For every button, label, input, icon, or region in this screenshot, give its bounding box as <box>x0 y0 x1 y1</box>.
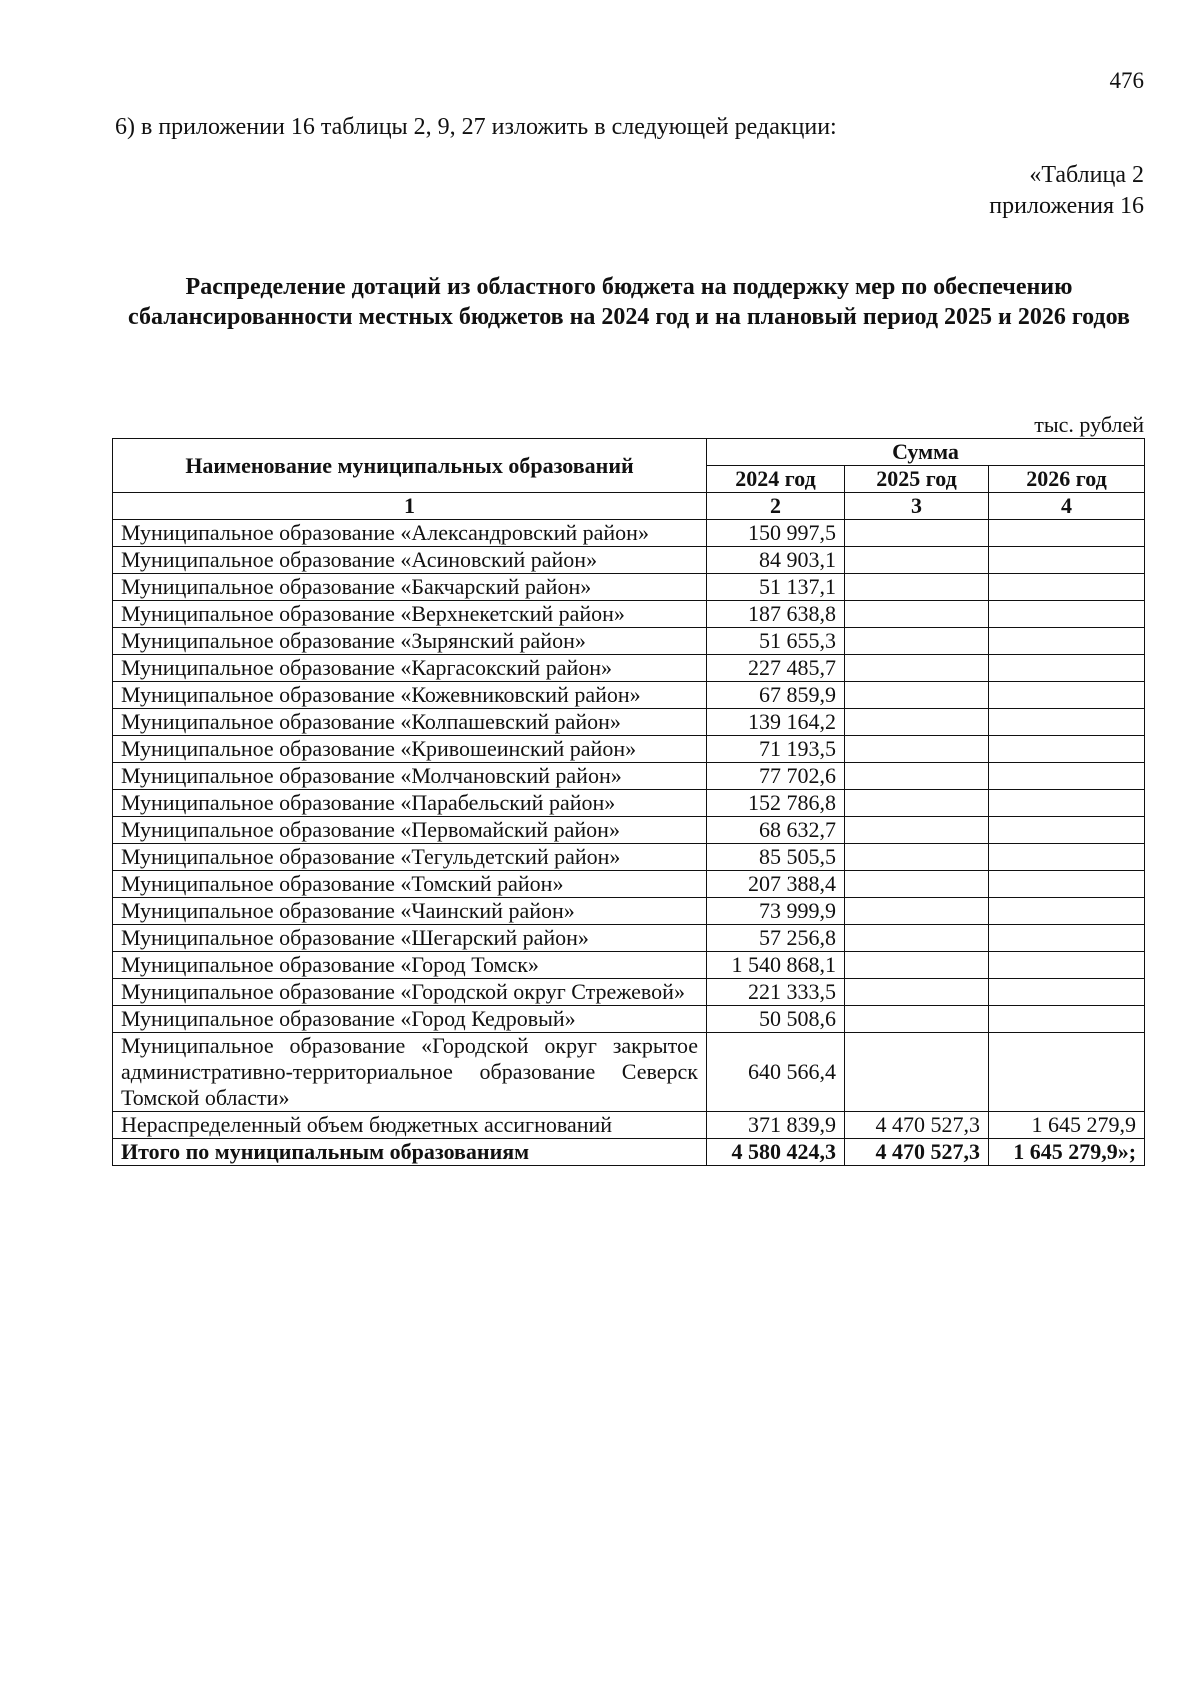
row-value-2026 <box>989 682 1145 709</box>
row-name: Муниципальное образование «Каргасокский район» <box>113 655 707 682</box>
row-value-2026 <box>989 520 1145 547</box>
row-value-2025 <box>845 736 989 763</box>
row-value-2024: 77 702,6 <box>707 763 845 790</box>
row-name: Муниципальное образование «Зырянский район» <box>113 628 707 655</box>
row-value-2024: 50 508,6 <box>707 1006 845 1033</box>
row-name: Муниципальное образование «Кожевниковский район» <box>113 682 707 709</box>
row-name: Муниципальное образование «Город Кедровый» <box>113 1006 707 1033</box>
row-value-2024: 640 566,4 <box>707 1033 845 1112</box>
row-value-2026 <box>989 979 1145 1006</box>
total-2026: 1 645 279,9»; <box>989 1139 1145 1166</box>
row-value-2025 <box>845 1006 989 1033</box>
row-value-2025 <box>845 817 989 844</box>
row-value-2026 <box>989 1033 1145 1112</box>
row-value-2026 <box>989 925 1145 952</box>
row-value-2025 <box>845 790 989 817</box>
row-value-2024: 221 333,5 <box>707 979 845 1006</box>
row-value-2026 <box>989 574 1145 601</box>
units-label: тыс. рублей <box>1034 412 1144 437</box>
row-name: Муниципальное образование «Кривошеинский район» <box>113 736 707 763</box>
row-value-2024: 67 859,9 <box>707 682 845 709</box>
row-value-2026 <box>989 655 1145 682</box>
table-row <box>113 628 1145 655</box>
row-value-2025 <box>845 844 989 871</box>
table-row <box>113 1112 1145 1139</box>
row-value-2025 <box>845 871 989 898</box>
header-name: Наименование муниципальных образований <box>113 439 707 493</box>
table-reference <box>989 160 1144 222</box>
column-number: 1 <box>113 493 707 520</box>
row-value-2025 <box>845 1033 989 1112</box>
row-value-2025: 4 470 527,3 <box>845 1112 989 1139</box>
row-name: Муниципальное образование «Асиновский район» <box>113 547 707 574</box>
row-name: Муниципальное образование «Верхнекетский район» <box>113 601 707 628</box>
row-name: Муниципальное образование «Первомайский район» <box>113 817 707 844</box>
row-value-2024: 1 540 868,1 <box>707 952 845 979</box>
table-row <box>113 547 1145 574</box>
column-number: 2 <box>707 493 845 520</box>
row-value-2025 <box>845 520 989 547</box>
table-ref-line1: «Таблица 2 <box>1029 162 1144 188</box>
table-row <box>113 655 1145 682</box>
row-value-2026 <box>989 628 1145 655</box>
column-number: 3 <box>845 493 989 520</box>
row-value-2026 <box>989 898 1145 925</box>
table-row <box>113 925 1145 952</box>
table-row <box>113 736 1145 763</box>
row-value-2025 <box>845 709 989 736</box>
row-value-2025 <box>845 655 989 682</box>
table-body <box>113 520 1145 1166</box>
budget-table <box>112 438 1145 1166</box>
row-name: Муниципальное образование «Колпашевский район» <box>113 709 707 736</box>
row-value-2026 <box>989 736 1145 763</box>
row-name: Муниципальное образование «Александровский район» <box>113 520 707 547</box>
row-value-2026 <box>989 601 1145 628</box>
row-value-2024: 85 505,5 <box>707 844 845 871</box>
row-value-2024: 152 786,8 <box>707 790 845 817</box>
row-value-2026 <box>989 817 1145 844</box>
table-row <box>113 979 1145 1006</box>
header-year-2025: 2025 год <box>845 466 989 493</box>
total-2025: 4 470 527,3 <box>845 1139 989 1166</box>
header-sum: Сумма <box>707 439 1145 466</box>
page-number: 476 <box>1109 68 1144 93</box>
row-value-2025 <box>845 898 989 925</box>
row-value-2026 <box>989 952 1145 979</box>
row-name: Муниципальное образование «Городской округ Стрежевой» <box>113 979 707 1006</box>
row-value-2025 <box>845 628 989 655</box>
row-value-2024: 68 632,7 <box>707 817 845 844</box>
row-value-2024: 150 997,5 <box>707 520 845 547</box>
row-name: Муниципальное образование «Городской округ закрытое административно-территориальное образование Северск Томской области» <box>113 1033 707 1112</box>
header-year-2026: 2026 год <box>989 466 1145 493</box>
row-name: Муниципальное образование «Парабельский район» <box>113 790 707 817</box>
total-name: Итого по муниципальным образованиям <box>113 1139 707 1166</box>
table-row <box>113 709 1145 736</box>
row-name: Муниципальное образование «Чаинский район» <box>113 898 707 925</box>
row-value-2025 <box>845 925 989 952</box>
table-row <box>113 763 1145 790</box>
row-value-2024: 371 839,9 <box>707 1112 845 1139</box>
row-value-2026 <box>989 871 1145 898</box>
row-value-2026 <box>989 763 1145 790</box>
intro-paragraph: 6) в приложении 16 таблицы 2, 9, 27 изложить в следующей редакции: <box>115 114 837 140</box>
table-row <box>113 1006 1145 1033</box>
column-number: 4 <box>989 493 1145 520</box>
row-value-2025 <box>845 547 989 574</box>
row-name: Нераспределенный объем бюджетных ассигнований <box>113 1112 707 1139</box>
row-value-2024: 57 256,8 <box>707 925 845 952</box>
row-value-2024: 51 655,3 <box>707 628 845 655</box>
header-year-2024: 2024 год <box>707 466 845 493</box>
table-row <box>113 817 1145 844</box>
row-value-2024: 84 903,1 <box>707 547 845 574</box>
total-2024: 4 580 424,3 <box>707 1139 845 1166</box>
row-name: Муниципальное образование «Шегарский район» <box>113 925 707 952</box>
table-row <box>113 520 1145 547</box>
table-ref-line2: приложения 16 <box>989 193 1144 219</box>
row-name: Муниципальное образование «Город Томск» <box>113 952 707 979</box>
row-value-2026 <box>989 1006 1145 1033</box>
row-value-2026 <box>989 844 1145 871</box>
table-row <box>113 790 1145 817</box>
row-value-2024: 139 164,2 <box>707 709 845 736</box>
table-row <box>113 844 1145 871</box>
row-name: Муниципальное образование «Тегульдетский район» <box>113 844 707 871</box>
table-row <box>113 682 1145 709</box>
row-name: Муниципальное образование «Томский район» <box>113 871 707 898</box>
row-value-2025 <box>845 952 989 979</box>
row-value-2026 <box>989 709 1145 736</box>
row-value-2024: 187 638,8 <box>707 601 845 628</box>
table-row <box>113 1033 1145 1112</box>
row-value-2026: 1 645 279,9 <box>989 1112 1145 1139</box>
row-value-2024: 73 999,9 <box>707 898 845 925</box>
table-row <box>113 574 1145 601</box>
row-value-2024: 207 388,4 <box>707 871 845 898</box>
row-value-2026 <box>989 790 1145 817</box>
row-value-2024: 71 193,5 <box>707 736 845 763</box>
row-value-2025 <box>845 574 989 601</box>
table-row <box>113 871 1145 898</box>
table-row <box>113 952 1145 979</box>
table-row <box>113 898 1145 925</box>
row-value-2025 <box>845 601 989 628</box>
row-name: Муниципальное образование «Молчановский район» <box>113 763 707 790</box>
document-title: Распределение дотаций из областного бюджета на поддержку мер по обеспечению сбалансированности местных бюджетов на 2024 год и на плановый период 2025 и 2026 годов <box>128 274 1130 330</box>
total-row <box>113 1139 1145 1166</box>
row-value-2025 <box>845 979 989 1006</box>
row-value-2024: 51 137,1 <box>707 574 845 601</box>
row-value-2025 <box>845 682 989 709</box>
row-value-2026 <box>989 547 1145 574</box>
row-value-2025 <box>845 763 989 790</box>
table-row <box>113 601 1145 628</box>
row-name: Муниципальное образование «Бакчарский район» <box>113 574 707 601</box>
row-value-2024: 227 485,7 <box>707 655 845 682</box>
